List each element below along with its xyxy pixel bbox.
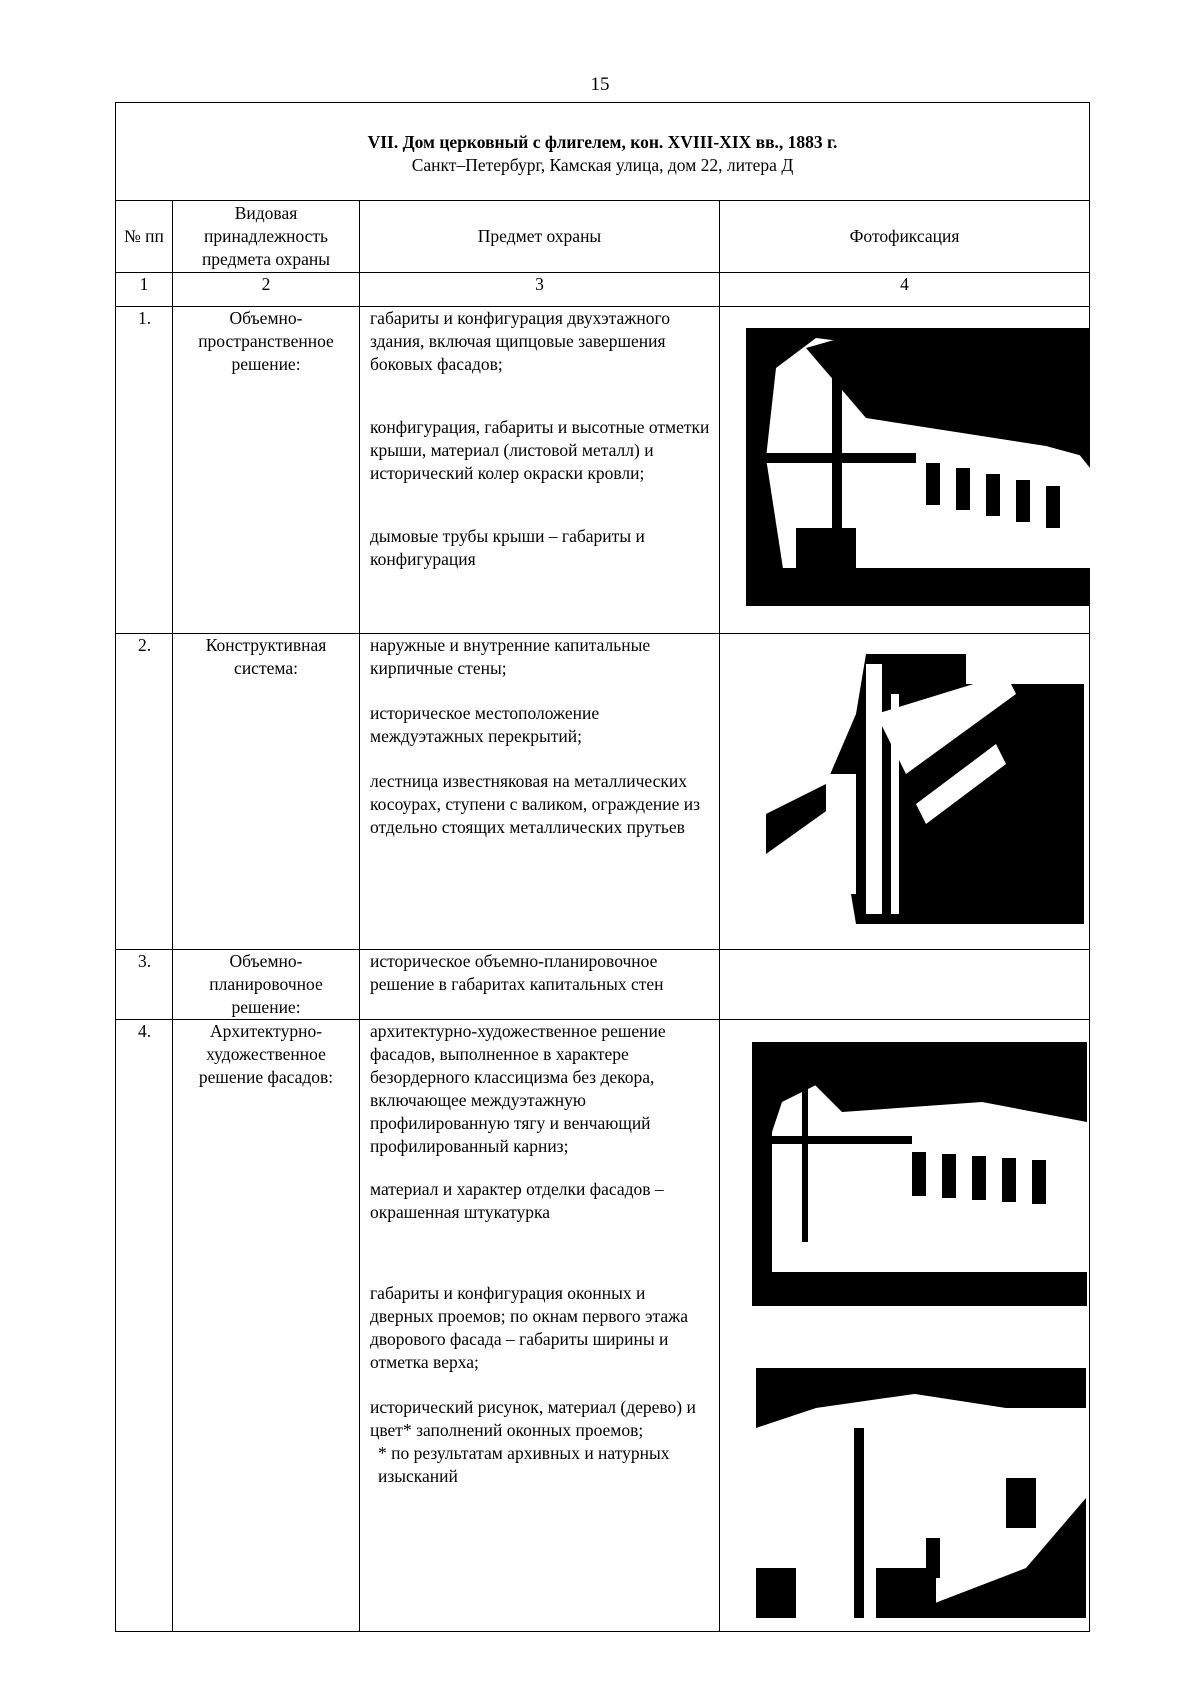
header-subject: Предмет охраны bbox=[360, 201, 720, 273]
row-number: 1. bbox=[116, 307, 173, 634]
row-type: Архитектурно-художественное решение фасадов: bbox=[173, 1020, 360, 1632]
page-number: 15 bbox=[590, 74, 610, 95]
title-row bbox=[116, 103, 1090, 201]
row-number: 4. bbox=[116, 1020, 173, 1632]
facade-photo bbox=[752, 1042, 1087, 1306]
header-photo: Фотофиксация bbox=[720, 201, 1090, 273]
column-index: 2 bbox=[173, 273, 360, 307]
building-photo bbox=[746, 328, 1090, 606]
column-index-row bbox=[116, 273, 1090, 307]
courtyard-photo bbox=[756, 1368, 1086, 1618]
subject-paragraph: конфигурация, габариты и высотные отметки крыши, материал (листовой металл) и исторический колер окраски кровли; bbox=[370, 417, 710, 483]
row-subject bbox=[360, 634, 720, 950]
photo-cell bbox=[720, 634, 1090, 950]
title-cell bbox=[116, 103, 1090, 201]
column-index: 3 bbox=[360, 273, 720, 307]
photo-cell bbox=[720, 307, 1090, 634]
row-number: 3. bbox=[116, 950, 173, 1020]
table-row bbox=[116, 307, 1090, 634]
row-subject bbox=[360, 950, 720, 1020]
row-type: Объемно-пространственное решение: bbox=[173, 307, 360, 634]
subject-paragraph: историческое местоположение междуэтажных перекрытий; bbox=[370, 703, 600, 746]
header-type: Видовая принадлежность предмета охраны bbox=[173, 201, 360, 273]
subject-paragraph: дымовые трубы крыши – габариты и конфигурация bbox=[370, 526, 645, 569]
protection-table bbox=[115, 102, 1090, 1632]
subject-paragraph: архитектурно-художественное решение фасадов, выполненное в характере безордерного классицизма без декора, включающее междуэтажную профилированную тягу и венчающий профилированный карниз; bbox=[370, 1021, 666, 1156]
subject-paragraph: габариты и конфигурация оконных и дверных проемов; по окнам первого этажа дворового фасада – габариты ширины и отметка верха; bbox=[370, 1283, 688, 1372]
subject-paragraph: исторический рисунок, материал (дерево) и цвет* заполнений оконных проемов; bbox=[370, 1397, 696, 1440]
subject-paragraph: материал и характер отделки фасадов – окрашенная штукатурка bbox=[370, 1179, 664, 1222]
row-subject bbox=[360, 1020, 720, 1632]
column-index: 4 bbox=[720, 273, 1090, 307]
subject-paragraph: наружные и внутренние капитальные кирпичные стены; bbox=[370, 635, 651, 678]
subject-footnote: * по результатам архивных и натурных изысканий bbox=[378, 1443, 670, 1486]
subject-paragraph: историческое объемно-планировочное решение в габаритах капитальных стен bbox=[370, 951, 664, 994]
document-title: VII. Дом церковный с флигелем, кон. XVIII-XIX вв., 1883 г. bbox=[367, 132, 838, 152]
row-subject bbox=[360, 307, 720, 634]
photo-cell bbox=[720, 950, 1090, 1020]
table-row bbox=[116, 950, 1090, 1020]
header-num: № пп bbox=[116, 201, 173, 273]
row-type: Объемно-планировочное решение: bbox=[173, 950, 360, 1020]
header-row bbox=[116, 201, 1090, 273]
photo-cell bbox=[720, 1020, 1090, 1632]
subject-paragraph: габариты и конфигурация двухэтажного здания, включая щипцовые завершения боковых фасадов; bbox=[370, 308, 670, 374]
table-row bbox=[116, 1020, 1090, 1632]
subject-paragraph: лестница известняковая на металлических косоурах, ступени с валиком, ограждение из отдельно стоящих металлических прутьев bbox=[370, 771, 700, 837]
row-number: 2. bbox=[116, 634, 173, 950]
row-type: Конструктивная система: bbox=[173, 634, 360, 950]
document-address: Санкт–Петербург, Камская улица, дом 22, литера Д bbox=[411, 155, 794, 175]
staircase-photo bbox=[766, 654, 1084, 924]
column-index: 1 bbox=[116, 273, 173, 307]
table-row bbox=[116, 634, 1090, 950]
